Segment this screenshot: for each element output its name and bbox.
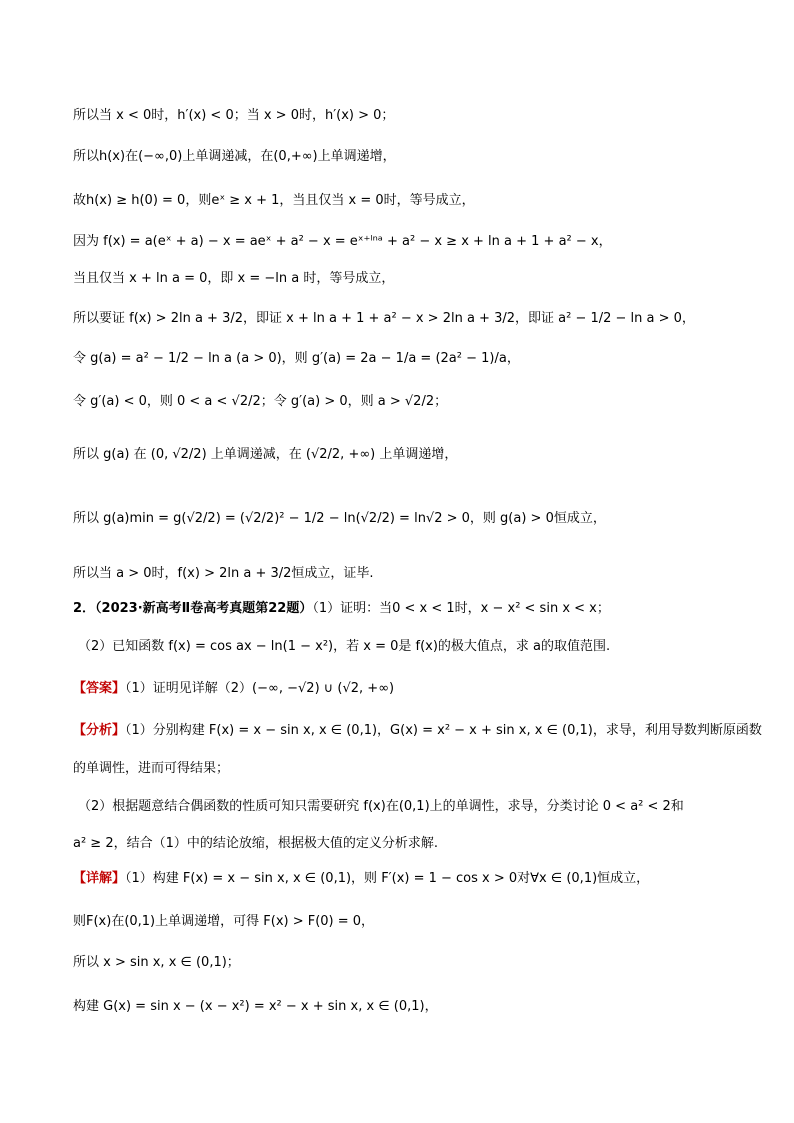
problem-2-header bbox=[73, 600, 734, 618]
text-line: 所以 g(a)min = g(√2/2) = (√2/2)² − 1/2 − ln(√2/2) = ln√2 > 0，则 g(a) > 0恒成立， bbox=[73, 511, 606, 526]
text-line: 令 g(a) = a² − 1/2 − ln a (a > 0)，则 g′(a) = 2a − 1/a = (2a² − 1)/a， bbox=[73, 351, 520, 366]
analysis-tag: 【分析】 bbox=[73, 723, 126, 738]
answer-line bbox=[73, 680, 734, 698]
text-line: 所以 g(a) 在 (0, √2/2) 上单调递减，在 (√2/2, +∞) 上单调递增， bbox=[73, 447, 458, 462]
text-line: 所以h(x)在(−∞,0)上单调递减，在(0,+∞)上单调递增， bbox=[73, 149, 396, 164]
detail-text: （1）构建 F(x) = x − sin x, x ∈ (0,1)，则 F′(x) = 1 − cos x > 0对∀x ∈ (0,1)恒成立， bbox=[125, 871, 650, 886]
detail-tag: 【详解】 bbox=[73, 871, 126, 886]
text-line: 故h(x) ≥ h(0) = 0，则eˣ ≥ x + 1，当且仅当 x = 0时，等号成立， bbox=[73, 193, 475, 208]
detail-line-4: 构建 G(x) = sin x − (x − x²) = x² − x + sin x, x ∈ (0,1)， bbox=[73, 999, 438, 1014]
text-line: 所以当 a > 0时，f(x) > 2ln a + 3/2恒成立，证毕. bbox=[73, 566, 374, 581]
analysis-text: （1）分别构建 F(x) = x − sin x, x ∈ (0,1)，G(x) = x² − x + sin x, x ∈ (0,1)，求导，利用导数判断原函数 bbox=[125, 723, 762, 738]
answer-tag: 【答案】 bbox=[73, 681, 126, 696]
analysis-line-3: （2）根据题意结合偶函数的性质可知只需要研究 f(x)在(0,1)上的单调性，求导，分类讨论 0 < a² < 2和 bbox=[78, 799, 684, 814]
detail-line-1 bbox=[73, 870, 734, 888]
text-line: 因为 f(x) = a(eˣ + a) − x = aeˣ + a² − x = eˣ⁺ˡⁿᵃ + a² − x ≥ x + ln a + 1 + a² − x， bbox=[73, 234, 612, 249]
text-line: 当且仅当 x + ln a = 0，即 x = −ln a 时，等号成立， bbox=[73, 271, 395, 286]
answer-text: （1）证明见详解（2）(−∞, −√2) ∪ (√2, +∞) bbox=[125, 681, 395, 696]
problem-number-source: 2．（2023·新高考Ⅱ卷高考真题第22题） bbox=[73, 601, 313, 616]
analysis-line-2: 的单调性，进而可得结果； bbox=[73, 761, 230, 776]
text-line: 所以要证 f(x) > 2ln a + 3/2，即证 x + ln a + 1 + a² − x > 2ln a + 3/2，即证 a² − 1/2 − ln a > 0， bbox=[73, 311, 695, 326]
analysis-line-1 bbox=[73, 722, 762, 740]
detail-line-2: 则F(x)在(0,1)上单调递增，可得 F(x) > F(0) = 0， bbox=[73, 914, 375, 929]
problem-part-1: （1）证明：当0 < x < 1时，x − x² < sin x < x； bbox=[312, 601, 610, 616]
text-line: 令 g′(a) < 0，则 0 < a < √2/2；令 g′(a) > 0，则 a > √2/2； bbox=[73, 394, 448, 409]
analysis-line-4: a² ≥ 2，结合（1）中的结论放缩，根据极大值的定义分析求解. bbox=[73, 836, 439, 851]
detail-line-3: 所以 x > sin x, x ∈ (0,1)； bbox=[73, 955, 240, 970]
problem-part-2: （2）已知函数 f(x) = cos ax − ln(1 − x²)，若 x = 0是 f(x)的极大值点，求 a的取值范围. bbox=[78, 639, 611, 654]
text-line: 所以当 x < 0时，h′(x) < 0；当 x > 0时，h′(x) > 0； bbox=[73, 108, 395, 123]
